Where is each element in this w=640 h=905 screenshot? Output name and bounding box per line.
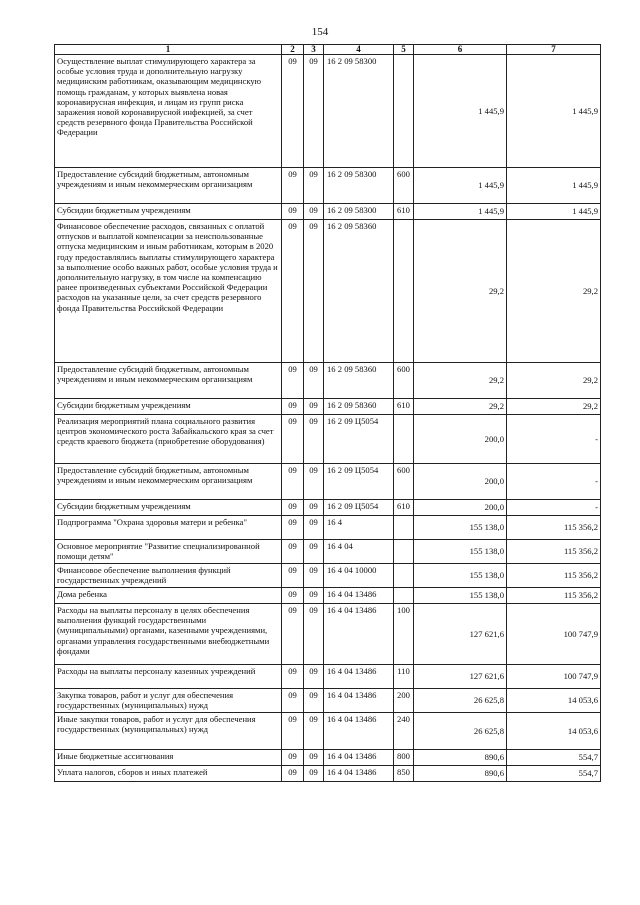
row-section: 09 — [282, 516, 304, 540]
row-section: 09 — [282, 750, 304, 766]
row-amount-col7: - — [507, 415, 601, 464]
table-row — [55, 55, 601, 168]
row-amount-col7: - — [507, 464, 601, 500]
row-amount-col7: 1 445,9 — [507, 204, 601, 220]
row-subsection: 09 — [304, 750, 324, 766]
row-name: Осуществление выплат стимулирующего характера за особые условия труда и дополнительную нагрузку медицинским работникам, оказывающим медицинскую помощь гражданам, у которых выявлена новая коронавирусная инфекция, и лицам из групп риска заражения новой коронавирусной инфекцией, за счет средств резервного фонда Правительства Российской Федерации — [55, 55, 282, 168]
row-subsection: 09 — [304, 464, 324, 500]
row-amount-col6: 155 138,0 — [414, 564, 507, 588]
row-amount-col6: 155 138,0 — [414, 588, 507, 604]
row-amount-col6: 890,6 — [414, 750, 507, 766]
row-amount-col7: 29,2 — [507, 399, 601, 415]
header-col-3: 3 — [304, 45, 324, 55]
row-expense-type: 110 — [394, 665, 414, 689]
row-expense-type: 240 — [394, 713, 414, 750]
row-amount-col7: - — [507, 500, 601, 516]
table-row — [55, 604, 601, 665]
row-target-article: 16 4 04 13486 — [324, 689, 394, 713]
row-name: Субсидии бюджетным учреждениям — [55, 500, 282, 516]
row-section: 09 — [282, 363, 304, 399]
row-expense-type — [394, 415, 414, 464]
row-subsection: 09 — [304, 540, 324, 564]
row-amount-col7: 554,7 — [507, 766, 601, 782]
row-target-article: 16 2 09 58300 — [324, 55, 394, 168]
row-subsection: 09 — [304, 55, 324, 168]
row-expense-type: 600 — [394, 168, 414, 204]
row-subsection: 09 — [304, 766, 324, 782]
row-amount-col7: 29,2 — [507, 220, 601, 363]
row-section: 09 — [282, 399, 304, 415]
row-subsection: 09 — [304, 204, 324, 220]
table-row — [55, 516, 601, 540]
row-subsection: 09 — [304, 588, 324, 604]
row-name: Финансовое обеспечение выполнения функций государственных учреждений — [55, 564, 282, 588]
row-target-article: 16 4 04 10000 — [324, 564, 394, 588]
row-amount-col6: 1 445,9 — [414, 204, 507, 220]
row-target-article: 16 4 04 13486 — [324, 750, 394, 766]
row-target-article: 16 2 09 58300 — [324, 168, 394, 204]
row-subsection: 09 — [304, 363, 324, 399]
table-row — [55, 665, 601, 689]
row-amount-col6: 890,6 — [414, 766, 507, 782]
row-section: 09 — [282, 500, 304, 516]
row-target-article: 16 2 09 58360 — [324, 220, 394, 363]
row-target-article: 16 4 04 13486 — [324, 766, 394, 782]
row-section: 09 — [282, 604, 304, 665]
row-target-article: 16 2 09 58360 — [324, 399, 394, 415]
row-amount-col6: 26 625,8 — [414, 713, 507, 750]
row-expense-type: 100 — [394, 604, 414, 665]
row-amount-col7: 1 445,9 — [507, 55, 601, 168]
row-amount-col7: 14 053,6 — [507, 713, 601, 750]
row-expense-type: 610 — [394, 399, 414, 415]
row-subsection: 09 — [304, 399, 324, 415]
row-name: Субсидии бюджетным учреждениям — [55, 204, 282, 220]
row-section: 09 — [282, 415, 304, 464]
row-subsection: 09 — [304, 168, 324, 204]
row-expense-type — [394, 516, 414, 540]
row-amount-col6: 26 625,8 — [414, 689, 507, 713]
row-expense-type: 200 — [394, 689, 414, 713]
row-name: Дома ребенка — [55, 588, 282, 604]
table-row — [55, 564, 601, 588]
table-row — [55, 399, 601, 415]
row-expense-type: 800 — [394, 750, 414, 766]
row-amount-col7: 115 356,2 — [507, 516, 601, 540]
row-target-article: 16 2 09 Ц5054 — [324, 500, 394, 516]
row-amount-col7: 14 053,6 — [507, 689, 601, 713]
row-target-article: 16 4 04 13486 — [324, 713, 394, 750]
row-expense-type — [394, 588, 414, 604]
row-name: Предоставление субсидий бюджетным, автономным учреждениям и иным некоммерческим организациям — [55, 464, 282, 500]
row-amount-col6: 1 445,9 — [414, 55, 507, 168]
row-amount-col7: 100 747,9 — [507, 604, 601, 665]
row-subsection: 09 — [304, 220, 324, 363]
row-subsection: 09 — [304, 516, 324, 540]
row-amount-col6: 155 138,0 — [414, 516, 507, 540]
row-name: Расходы на выплаты персоналу казенных учреждений — [55, 665, 282, 689]
row-name: Уплата налогов, сборов и иных платежей — [55, 766, 282, 782]
row-section: 09 — [282, 689, 304, 713]
table-row — [55, 220, 601, 363]
row-amount-col6: 200,0 — [414, 464, 507, 500]
row-section: 09 — [282, 588, 304, 604]
row-name: Расходы на выплаты персоналу в целях обеспечения выполнения функций государственными (муниципальными) органами, казенными учреждениями, органами управления государственными внебюджетными фондами — [55, 604, 282, 665]
row-expense-type: 600 — [394, 464, 414, 500]
row-section: 09 — [282, 665, 304, 689]
table-row — [55, 363, 601, 399]
row-section: 09 — [282, 564, 304, 588]
row-name: Субсидии бюджетным учреждениям — [55, 399, 282, 415]
row-section: 09 — [282, 713, 304, 750]
row-target-article: 16 4 04 13486 — [324, 588, 394, 604]
table-row — [55, 168, 601, 204]
row-amount-col6: 29,2 — [414, 399, 507, 415]
row-name: Основное мероприятие "Развитие специализированной помощи детям" — [55, 540, 282, 564]
row-amount-col7: 115 356,2 — [507, 588, 601, 604]
row-name: Иные закупки товаров, работ и услуг для обеспечения государственных (муниципальных) нужд — [55, 713, 282, 750]
row-target-article: 16 4 04 13486 — [324, 665, 394, 689]
row-expense-type: 610 — [394, 500, 414, 516]
row-amount-col7: 1 445,9 — [507, 168, 601, 204]
row-name: Предоставление субсидий бюджетным, автономным учреждениям и иным некоммерческим организациям — [55, 363, 282, 399]
header-col-4: 4 — [324, 45, 394, 55]
row-expense-type — [394, 55, 414, 168]
row-amount-col7: 115 356,2 — [507, 540, 601, 564]
row-amount-col7: 554,7 — [507, 750, 601, 766]
header-col-7: 7 — [507, 45, 601, 55]
row-subsection: 09 — [304, 689, 324, 713]
row-expense-type: 600 — [394, 363, 414, 399]
header-col-5: 5 — [394, 45, 414, 55]
table-row — [55, 750, 601, 766]
header-col-1: 1 — [55, 45, 282, 55]
row-amount-col6: 1 445,9 — [414, 168, 507, 204]
table-row — [55, 713, 601, 750]
table-row — [55, 464, 601, 500]
row-target-article: 16 2 09 Ц5054 — [324, 415, 394, 464]
row-expense-type — [394, 564, 414, 588]
row-section: 09 — [282, 55, 304, 168]
row-name: Иные бюджетные ассигнования — [55, 750, 282, 766]
budget-table — [54, 44, 601, 782]
table-row — [55, 689, 601, 713]
row-target-article: 16 4 04 — [324, 540, 394, 564]
row-section: 09 — [282, 540, 304, 564]
row-subsection: 09 — [304, 713, 324, 750]
row-section: 09 — [282, 766, 304, 782]
row-subsection: 09 — [304, 604, 324, 665]
row-amount-col6: 29,2 — [414, 363, 507, 399]
row-section: 09 — [282, 220, 304, 363]
row-expense-type: 850 — [394, 766, 414, 782]
row-name: Финансовое обеспечение расходов, связанных с оплатой отпусков и выплатой компенсации за неиспользованные отпуска медицинским и иным работникам, которым в 2020 году предоставлялись выплаты стимулирующего характера за выполнение особо важных работ, особые условия труда и дополнительную нагрузку, в том числе на компенсацию ранее произведенных субъектами Российской Федерации расходов на указанные цели, за счет средств резервного фонда Правительства Российской Федерации — [55, 220, 282, 363]
header-col-2: 2 — [282, 45, 304, 55]
row-name: Предоставление субсидий бюджетным, автономным учреждениям и иным некоммерческим организациям — [55, 168, 282, 204]
row-expense-type — [394, 220, 414, 363]
table-row — [55, 588, 601, 604]
row-amount-col6: 200,0 — [414, 415, 507, 464]
row-expense-type — [394, 540, 414, 564]
row-name: Подпрограмма "Охрана здоровья матери и ребенка" — [55, 516, 282, 540]
row-amount-col6: 200,0 — [414, 500, 507, 516]
row-amount-col6: 29,2 — [414, 220, 507, 363]
header-col-6: 6 — [414, 45, 507, 55]
row-target-article: 16 2 09 58300 — [324, 204, 394, 220]
row-amount-col7: 115 356,2 — [507, 564, 601, 588]
row-target-article: 16 2 09 Ц5054 — [324, 464, 394, 500]
row-amount-col7: 100 747,9 — [507, 665, 601, 689]
table-row — [55, 204, 601, 220]
table-row — [55, 766, 601, 782]
row-amount-col6: 127 621,6 — [414, 604, 507, 665]
table-row — [55, 500, 601, 516]
row-subsection: 09 — [304, 564, 324, 588]
row-subsection: 09 — [304, 415, 324, 464]
row-name: Закупка товаров, работ и услуг для обеспечения государственных (муниципальных) нужд — [55, 689, 282, 713]
row-section: 09 — [282, 168, 304, 204]
page-number: 154 — [311, 26, 329, 38]
row-subsection: 09 — [304, 665, 324, 689]
row-expense-type: 610 — [394, 204, 414, 220]
row-subsection: 09 — [304, 500, 324, 516]
row-target-article: 16 2 09 58360 — [324, 363, 394, 399]
row-amount-col6: 127 621,6 — [414, 665, 507, 689]
row-amount-col6: 155 138,0 — [414, 540, 507, 564]
row-amount-col7: 29,2 — [507, 363, 601, 399]
row-name: Реализация мероприятий плана социального развития центров экономического роста Забайкальского края за счет средств краевого бюджета (приобретение оборудования) — [55, 415, 282, 464]
table-row — [55, 540, 601, 564]
row-section: 09 — [282, 204, 304, 220]
row-target-article: 16 4 04 13486 — [324, 604, 394, 665]
table-header-row — [55, 45, 601, 55]
row-section: 09 — [282, 464, 304, 500]
row-target-article: 16 4 — [324, 516, 394, 540]
table-row — [55, 415, 601, 464]
